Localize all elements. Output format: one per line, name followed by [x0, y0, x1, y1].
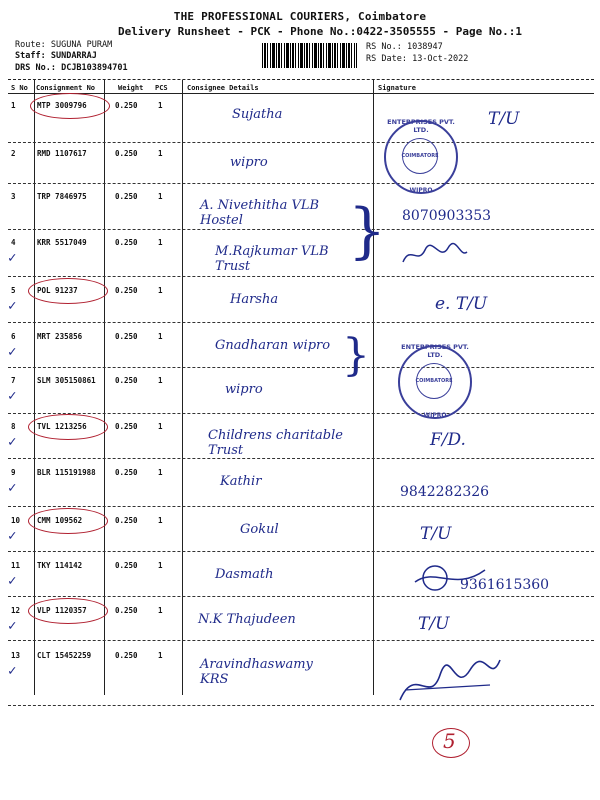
- col-divider: [182, 80, 183, 695]
- signature-scribble: [400, 240, 470, 270]
- table-top-border: [8, 79, 594, 80]
- stamp-ring-bottom: WIPRO: [409, 187, 433, 194]
- row-consignment-no: TKY 114142: [37, 561, 83, 570]
- rs-no-line: [366, 42, 443, 52]
- check-mark-icon: ✓: [8, 618, 17, 634]
- document-title: THE PROFESSIONAL COURIERS, Coimbatore: [173, 10, 427, 23]
- staff-value: SUNDARRAJ: [50, 51, 97, 61]
- row-sno: 6: [11, 332, 16, 341]
- stamp-center: COIMBATORE: [416, 363, 452, 399]
- row-divider: [8, 276, 594, 277]
- row-sno: 13: [11, 651, 21, 660]
- staff-line: [15, 51, 97, 61]
- row-sno: 11: [11, 561, 21, 570]
- col-consignment: Consignment No: [36, 84, 96, 92]
- col-consignee: Consignee Details: [187, 84, 259, 92]
- company-stamp: [384, 120, 458, 194]
- route-label: Route:: [15, 40, 46, 50]
- row-sno: 8: [11, 422, 16, 431]
- row-signature-handwriting: 9842282326: [400, 484, 490, 500]
- stamp-ring-top: ENTERPRISES PVT. LTD.: [401, 343, 469, 359]
- row-weight: 0.250: [115, 651, 138, 660]
- row-pcs: 1: [158, 376, 163, 385]
- row-weight: 0.250: [115, 606, 138, 615]
- row-sno: 10: [11, 516, 21, 525]
- col-pcs: PCS: [155, 84, 168, 92]
- check-mark-icon: ✓: [8, 344, 17, 360]
- check-mark-icon: ✓: [8, 434, 17, 450]
- row-consignee-handwriting: M.Rajkumar VLB Trust: [215, 244, 329, 274]
- row-consignee-handwriting: wipro: [225, 382, 263, 397]
- col-weight: Weight: [118, 84, 144, 92]
- row-sno: 3: [11, 192, 16, 201]
- row-weight: 0.250: [115, 332, 138, 341]
- check-mark-icon: ✓: [8, 480, 17, 496]
- row-consignment-no: TVL 1213256: [37, 422, 87, 431]
- row-pcs: 1: [158, 651, 163, 660]
- row-weight: 0.250: [115, 376, 138, 385]
- row-signature-handwriting: T/U: [418, 614, 450, 634]
- row-consignee-handwriting: Dasmath: [215, 567, 274, 582]
- row-consignment-no: POL 91237: [37, 286, 78, 295]
- row-consignment-no: TRP 7846975: [37, 192, 87, 201]
- row-sno: 7: [11, 376, 16, 385]
- signature-scribble: [410, 562, 490, 594]
- row-consignment-no: MRT 235856: [37, 332, 83, 341]
- company-stamp: [398, 345, 472, 419]
- row-sno: 1: [11, 101, 16, 110]
- check-mark-icon: ✓: [8, 298, 17, 314]
- row-weight: 0.250: [115, 561, 138, 570]
- row-consignee-handwriting: Kathir: [220, 474, 262, 489]
- row-consignee-handwriting: Gokul: [240, 522, 279, 537]
- col-sno: S No: [11, 84, 28, 92]
- brace-mark: }: [348, 196, 387, 266]
- row-pcs: 1: [158, 192, 163, 201]
- row-consignment-no: CMM 109562: [37, 516, 83, 525]
- signature-scribble: [395, 655, 505, 710]
- row-divider: [8, 183, 594, 184]
- check-mark-icon: ✓: [8, 250, 17, 266]
- barcode: [262, 43, 357, 68]
- row-weight: 0.250: [115, 238, 138, 247]
- row-consignment-no: MTP 3009796: [37, 101, 87, 110]
- row-signature-handwriting: 8070903353: [402, 208, 492, 224]
- route-line: [15, 40, 112, 50]
- row-pcs: 1: [158, 606, 163, 615]
- row-consignee-handwriting: Childrens charitable Trust: [208, 428, 343, 458]
- row-consignment-no: KRR 5517049: [37, 238, 87, 247]
- row-weight: 0.250: [115, 192, 138, 201]
- col-divider: [373, 80, 374, 695]
- row-consignee-handwriting: wipro: [230, 155, 268, 170]
- row-divider: [8, 640, 594, 641]
- row-divider: [8, 596, 594, 597]
- row-weight: 0.250: [115, 516, 138, 525]
- row-sno: 5: [11, 286, 16, 295]
- row-divider: [8, 142, 594, 143]
- row-weight: 0.250: [115, 422, 138, 431]
- row-consignment-no: BLR 115191988: [37, 468, 96, 477]
- rs-no-label: RS No.:: [366, 42, 402, 52]
- row-pcs: 1: [158, 516, 163, 525]
- drs-line: [15, 63, 128, 73]
- row-pcs: 1: [158, 468, 163, 477]
- stamp-center: COIMBATORE: [402, 138, 438, 174]
- row-consignee-handwriting: Sujatha: [232, 107, 283, 122]
- row-pcs: 1: [158, 422, 163, 431]
- stamp-ring-top: ENTERPRISES PVT. LTD.: [387, 118, 455, 134]
- row-divider: [8, 458, 594, 459]
- drs-value: DCJB103894701: [61, 63, 128, 73]
- staff-label: Staff:: [15, 51, 46, 61]
- consignment-circle-mark: [28, 414, 108, 440]
- row-signature-handwriting: F/D.: [430, 430, 466, 450]
- row-divider: [8, 705, 594, 706]
- row-weight: 0.250: [115, 468, 138, 477]
- row-divider: [8, 229, 594, 230]
- row-sno: 2: [11, 149, 16, 158]
- row-sno: 9: [11, 468, 16, 477]
- col-divider: [104, 80, 105, 695]
- row-consignment-no: SLM 305150861: [37, 376, 96, 385]
- rs-no-value: 1038947: [406, 42, 443, 52]
- rs-date-label: RS Date:: [366, 54, 407, 64]
- row-divider: [8, 413, 594, 414]
- row-consignment-no: RMD 1107617: [37, 149, 87, 158]
- consignment-circle-mark: [28, 598, 108, 624]
- row-signature-handwriting: e. T/U: [435, 294, 488, 314]
- row-weight: 0.250: [115, 101, 138, 110]
- consignment-circle-mark: [28, 278, 108, 304]
- brace-mark: }: [342, 330, 370, 381]
- row-signature-handwriting: T/U: [420, 524, 452, 544]
- rs-date-value: 13-Oct-2022: [412, 54, 469, 64]
- route-value: SUGUNA PURAM: [50, 40, 113, 50]
- row-consignment-no: VLP 1120357: [37, 606, 87, 615]
- document-subtitle: Delivery Runsheet - PCK - Phone No.:0422-3505555 - Page No.:1: [118, 25, 522, 38]
- row-pcs: 1: [158, 101, 163, 110]
- row-consignee-handwriting: Gnadharan wipro: [215, 338, 331, 353]
- rs-date-line: [366, 54, 468, 64]
- row-signature-handwriting: 9361615360: [460, 577, 550, 593]
- row-consignee-handwriting: A. Nivethitha VLB Hostel: [200, 198, 320, 228]
- row-divider: [8, 551, 594, 552]
- consignment-circle-mark: [30, 93, 110, 119]
- check-mark-icon: ✓: [8, 528, 17, 544]
- check-mark-icon: ✓: [8, 663, 17, 679]
- row-signature-handwriting: T/U: [488, 109, 520, 129]
- row-sno: 4: [11, 238, 16, 247]
- col-signature: Signature: [378, 84, 416, 92]
- page-count-mark: 5: [443, 729, 456, 753]
- row-consignee-handwriting: N.K Thajudeen: [198, 612, 296, 627]
- row-weight: 0.250: [115, 149, 138, 158]
- row-divider: [8, 367, 594, 368]
- check-mark-icon: ✓: [8, 573, 17, 589]
- row-pcs: 1: [158, 238, 163, 247]
- consignment-circle-mark: [28, 508, 108, 534]
- drs-label: DRS No.:: [15, 63, 56, 73]
- row-divider: [8, 506, 594, 507]
- row-weight: 0.250: [115, 286, 138, 295]
- row-pcs: 1: [158, 149, 163, 158]
- row-pcs: 1: [158, 561, 163, 570]
- row-consignee-handwriting: Aravindhaswamy KRS: [200, 657, 313, 687]
- row-pcs: 1: [158, 332, 163, 341]
- header-bottom-border: [8, 93, 594, 94]
- row-pcs: 1: [158, 286, 163, 295]
- row-divider: [8, 322, 594, 323]
- row-sno: 12: [11, 606, 21, 615]
- stamp-ring-bottom: WIPRO: [423, 412, 447, 419]
- row-consignee-handwriting: Harsha: [230, 292, 279, 307]
- row-consignment-no: CLT 15452259: [37, 651, 92, 660]
- check-mark-icon: ✓: [8, 388, 17, 404]
